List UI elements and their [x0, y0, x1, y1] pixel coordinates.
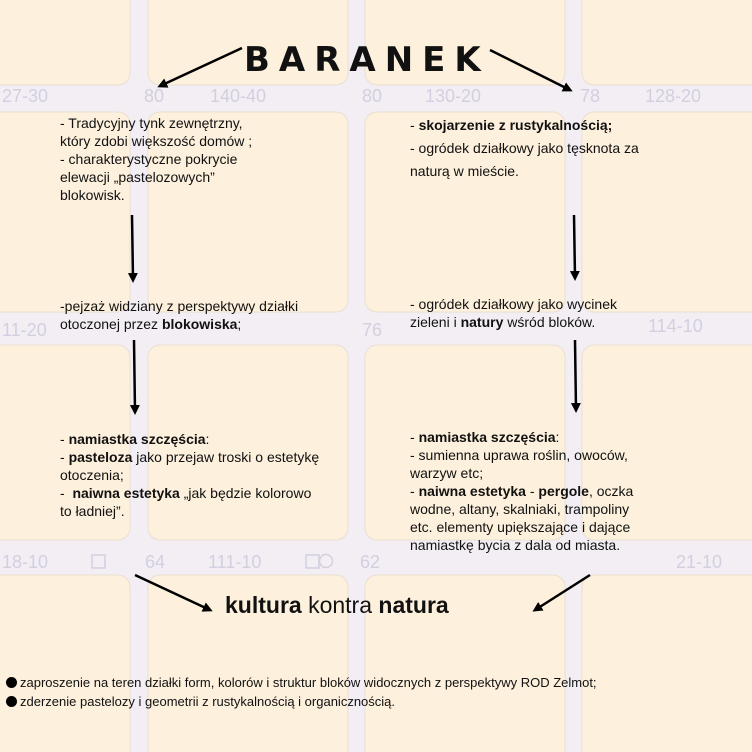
text-line: - namiastka szczęścia:: [60, 431, 210, 447]
arrow-right-2: [575, 340, 576, 410]
text-line: otoczenia;: [60, 467, 124, 483]
text-line: namiastkę bycia z dala od miasta.: [410, 537, 621, 553]
text-line: warzyw etc;: [410, 465, 484, 481]
text-line: - naiwna estetyka - pergole, oczka: [410, 483, 634, 499]
tile-label: 140-40: [210, 86, 267, 106]
text-line: elewacji „pastelozowych”: [60, 169, 215, 185]
arrow-right-1: [574, 215, 575, 278]
text-line: - charakterystyczne pokrycie: [60, 151, 238, 167]
arrow-title-left: [160, 48, 242, 86]
text-line: blokowisk.: [60, 187, 125, 203]
bullet-item: zaproszenie na teren działki form, kolorów i struktur bloków widocznych z perspektywy ROD Zelmot;: [6, 675, 597, 691]
text-line: - naiwna estetyka „jak będzie kolorowo: [60, 485, 312, 501]
arrow-bottom-left: [135, 575, 210, 610]
arrow-left-1: [132, 215, 133, 280]
tile-label: 21-10: [676, 552, 723, 572]
tile-label: 80: [144, 86, 165, 106]
text-line: - ogródek działkowy jako wycinek: [410, 296, 617, 312]
tile-label: 76: [362, 320, 383, 340]
left-block-2: [60, 297, 298, 333]
left-block-3: [60, 430, 319, 520]
text-line: - skojarzenie z rustykalnością;: [410, 117, 613, 133]
bullet-dot-icon: [6, 696, 17, 707]
text-line: -pejzaż widziany z perspektywy działki: [60, 298, 299, 314]
bottom-title-word: kontra: [301, 592, 379, 618]
tile-label: 18-10: [2, 552, 49, 572]
bottom-title-word: natura: [378, 592, 449, 618]
right-block-3: [410, 428, 633, 554]
arrow-left-2: [134, 340, 135, 412]
bullet-item: zderzenie pastelozy i geometrii z rustykalnością i organicznością.: [6, 694, 395, 710]
text-line: wodne, altany, skalniaki, trampoliny: [410, 501, 630, 517]
tile-label: 64: [145, 552, 166, 572]
tile-label: 62: [360, 552, 381, 572]
text-line: otoczonej przez blokowiska;: [60, 316, 242, 332]
text-line: zieleni i natury wśród bloków.: [410, 314, 596, 330]
tile-label: 128-20: [645, 86, 702, 106]
text-line: etc. elementy upiększające i dające: [410, 519, 631, 535]
bullet-dot-icon: [6, 677, 17, 688]
right-block-2: [410, 295, 617, 331]
tile-label: 78: [580, 86, 601, 106]
diagram-title: BARANEK: [244, 40, 490, 80]
bottom-title: [225, 592, 449, 619]
right-block-1: [410, 114, 639, 183]
tile-label: 114-10: [648, 316, 703, 336]
text-line: - sumienna uprawa roślin, owoców,: [410, 447, 628, 463]
text-line: - Tradycyjny tynk zewnętrzny,: [60, 115, 243, 131]
bottom-title-word: kultura: [225, 592, 302, 618]
text-line: - namiastka szczęścia:: [410, 429, 560, 445]
tile-label: 27-30: [2, 86, 49, 106]
text-line: to ładniej”.: [60, 503, 125, 519]
text-line: który zdobi większość domów ;: [60, 133, 253, 149]
left-block-1: [60, 114, 252, 204]
tile-label: 111-10: [208, 552, 262, 572]
arrow-bottom-right: [535, 575, 590, 610]
text-line: - pasteloza jako przejaw troski o estetykę: [60, 449, 320, 465]
tile-label: 80: [362, 86, 383, 106]
arrow-title-right: [490, 50, 570, 90]
text-line: naturą w mieście.: [410, 163, 519, 179]
tile-label: 130-20: [425, 86, 482, 106]
tile-label: 11-20: [2, 320, 47, 340]
text-line: - ogródek działkowy jako tęsknota za: [410, 140, 639, 156]
